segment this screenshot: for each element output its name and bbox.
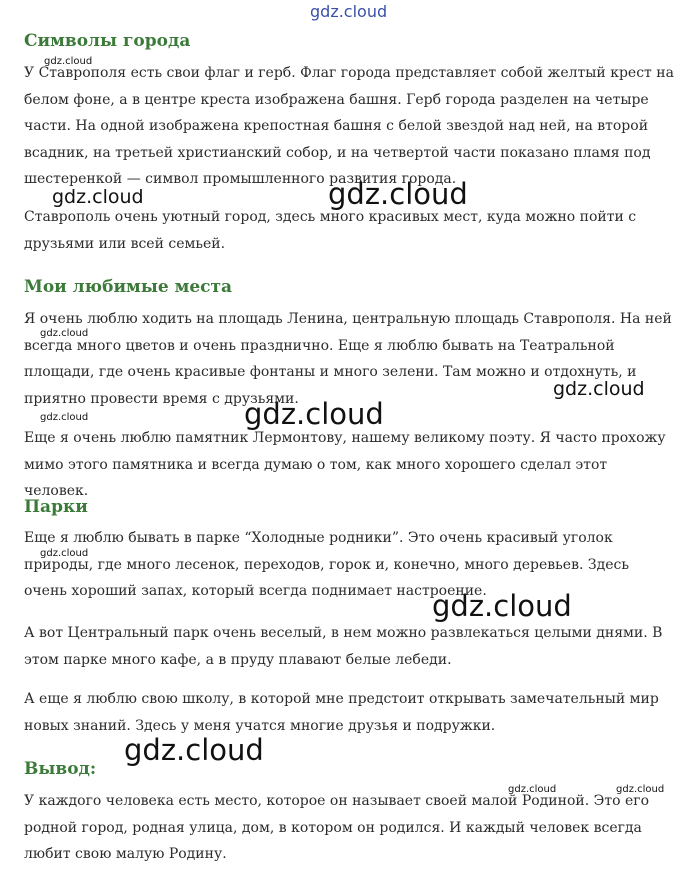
watermark: gdz.cloud bbox=[52, 186, 144, 208]
watermark: gdz.cloud bbox=[508, 784, 557, 795]
paragraph: Ставрополь очень уютный город, здесь много красивых мест, куда можно пойти с друзьями или всей семьей. bbox=[24, 209, 637, 252]
watermark-top: gdz.cloud bbox=[310, 2, 388, 21]
paragraph: А вот Центральный парк очень веселый, в нем можно развлекаться целыми днями. В этом парке много кафе, а в пруду плавают белые лебеди. bbox=[24, 625, 663, 668]
watermark: gdz.cloud bbox=[244, 397, 384, 431]
watermark: gdz.cloud bbox=[328, 177, 468, 211]
paragraph: Еще я люблю бывать в парке “Холодные родники”. Это очень красивый уголок природы, где много лесенок, переходов, горок и, конечно, много деревьев. Здесь очень хороший запах, который всегда поднимает настроение. bbox=[24, 530, 629, 599]
section-heading-symbols: Символы города bbox=[24, 31, 191, 51]
watermark: gdz.cloud bbox=[44, 56, 93, 67]
watermark: gdz.cloud bbox=[432, 589, 572, 623]
paragraph: У каждого человека есть место, которое он называет своей малой Родиной. Это его родной город, родная улица, дом, в котором он родился. И каждый человек всегда любит свою малую Родину. bbox=[24, 793, 650, 862]
watermark: gdz.cloud bbox=[40, 548, 89, 559]
section-heading-favorite-places: Мои любимые места bbox=[24, 277, 233, 297]
paragraph: У Ставрополя есть свои флаг и герб. Флаг города представляет собой желтый крест на белом фоне, а в центре креста изображена башня. Герб города разделен на четыре части. На одной изображена крепостная башня с белой звездой над ней, на второй всадник, на третьей христианский собор, и на четвертой части показано пламя под шестеренкой — символ промышленного развития города. bbox=[24, 65, 674, 187]
watermark: gdz.cloud bbox=[616, 784, 665, 795]
paragraph: Еще я очень люблю памятник Лермонтову, нашему великому поэту. Я часто прохожу мимо этого памятника и всегда думаю о том, как много хорошего сделал этот человек. bbox=[24, 430, 666, 499]
watermark: gdz.cloud bbox=[40, 412, 89, 423]
paragraph: А еще я люблю свою школу, в которой мне предстоит открывать замечательный мир новых знаний. Здесь у меня учатся многие друзья и подружки. bbox=[24, 691, 659, 734]
watermark: gdz.cloud bbox=[40, 328, 89, 339]
watermark: gdz.cloud bbox=[553, 378, 645, 400]
section-heading-parks: Парки bbox=[24, 497, 88, 517]
paragraph: Я очень люблю ходить на площадь Ленина, центральную площадь Ставрополя. На ней всегда много цветов и очень празднично. Еще я люблю бывать на Театральной площади, где очень красивые фонтаны и много зелени. Там можно и отдохнуть, и приятно провести время с друзьями. bbox=[24, 311, 672, 407]
section-heading-conclusion: Вывод: bbox=[24, 759, 97, 779]
watermark: gdz.cloud bbox=[124, 733, 264, 767]
